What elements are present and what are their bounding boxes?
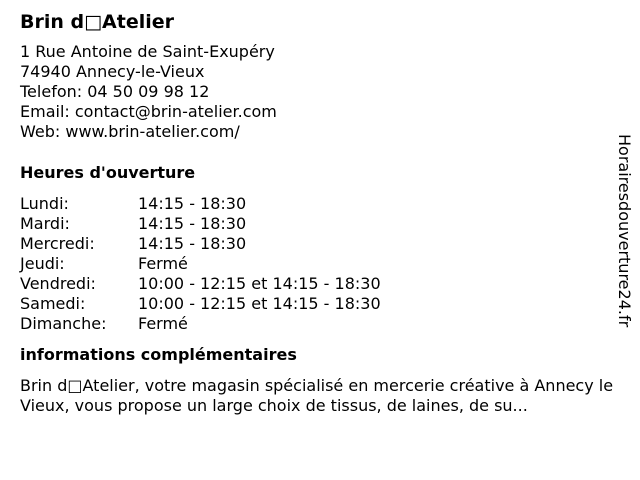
hours-value: 14:15 - 18:30 (138, 234, 247, 253)
hours-row-thursday (20, 254, 625, 274)
additional-info-heading: informations complémentaires (20, 345, 297, 364)
watermark-text: Horairesdouverture24.fr (615, 134, 634, 328)
address-line-1: 1 Rue Antoine de Saint-Exupéry (20, 42, 275, 61)
hours-value: 14:15 - 18:30 (138, 214, 247, 233)
hours-row-saturday (20, 294, 625, 314)
hours-row-tuesday (20, 214, 625, 234)
email-line: Email: contact@brin-atelier.com (20, 102, 277, 121)
address-line-2: 74940 Annecy-le-Vieux (20, 62, 205, 81)
business-name: Brin d□Atelier (20, 11, 175, 33)
day-label: Samedi: (20, 294, 86, 313)
day-label: Mardi: (20, 214, 70, 233)
day-label: Vendredi: (20, 274, 96, 293)
day-label: Jeudi: (20, 254, 65, 273)
hours-row-sunday (20, 314, 625, 334)
day-label: Dimanche: (20, 314, 107, 333)
hours-row-monday (20, 194, 625, 214)
day-label: Lundi: (20, 194, 69, 213)
web-line: Web: www.brin-atelier.com/ (20, 122, 240, 141)
opening-hours-heading: Heures d'ouverture (20, 163, 196, 182)
hours-value: Fermé (138, 254, 188, 273)
hours-row-friday (20, 274, 625, 294)
hours-value: Fermé (138, 314, 188, 333)
opening-hours-table (20, 194, 625, 334)
hours-value: 10:00 - 12:15 et 14:15 - 18:30 (138, 294, 381, 313)
phone-line: Telefon: 04 50 09 98 12 (20, 82, 210, 101)
hours-value: 10:00 - 12:15 et 14:15 - 18:30 (138, 274, 381, 293)
hours-value: 14:15 - 18:30 (138, 194, 247, 213)
description-text: Brin d□Atelier, votre magasin spécialisé en mercerie créative à Annecy le Vieux, vous propose un large choix de tissus, de laines, de su... (20, 376, 614, 415)
business-listing (20, 10, 625, 416)
day-label: Mercredi: (20, 234, 95, 253)
hours-row-wednesday (20, 234, 625, 254)
